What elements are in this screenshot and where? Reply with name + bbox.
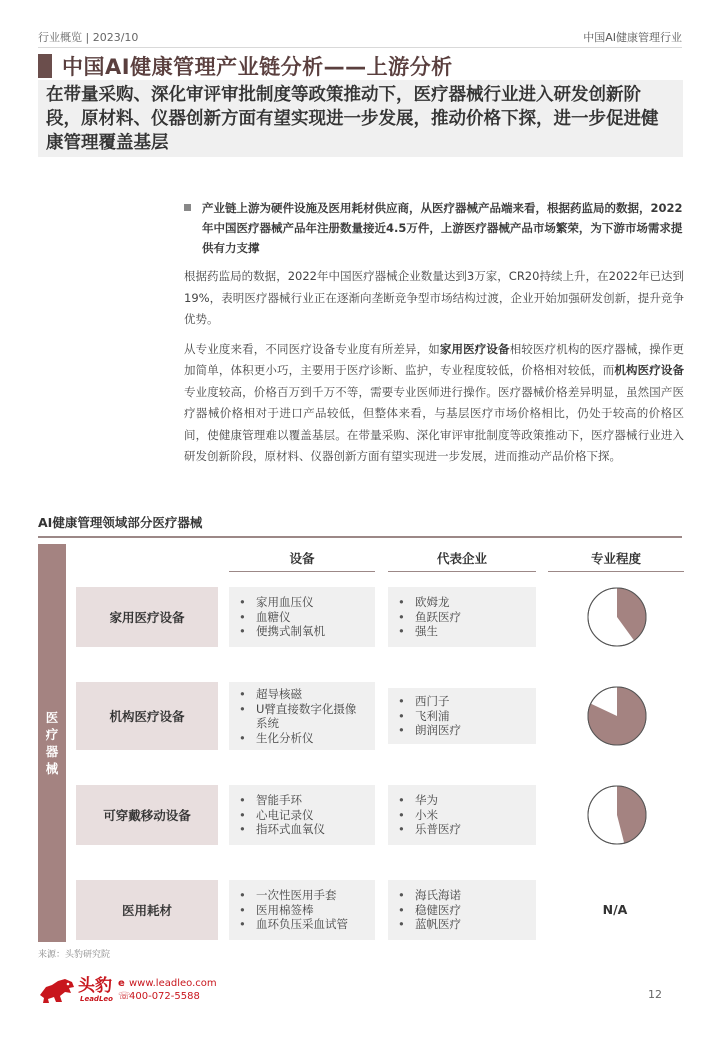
row-category-institution: 机构医疗设备 — [76, 682, 218, 750]
list-item: • 血环负压采血试管 — [239, 917, 348, 932]
column-header-device: 设备 — [289, 551, 315, 566]
website-link[interactable]: www.leadleo.com — [129, 978, 217, 989]
paragraph-2: 从专业度来看，不同医疗设备专业度有所差异，如家用医疗设备相较医疗机构的医疗器械，操作更加简单，体积更小巧，主要用于医疗诊断、监护，专业程度较低，价格相对较低，而机构医疗设备专业度较高，价格百万到千万不等，需要专业医师进行操作。医疗器械价格差异明显，虽然国产医疗器械价格相对于进口产品较低，但整体来看，与基层医疗市场价格相比，仍处于较高的价格区间，使健康管理难以覆盖基层。在带量采购、深化审评审批制度等政策推动下，医疗器械行业进入研发创新阶段，原材料、仪器创新方面有望实现进一步发展，进而推动产品价格下探。 — [184, 341, 685, 463]
list-item: • 鱼跃医疗 — [398, 610, 461, 625]
list-item: • 生化分析仪 — [239, 731, 365, 746]
row-companies-consumables — [388, 880, 536, 940]
level-pie-home — [586, 586, 648, 648]
list-item: • 智能手环 — [239, 793, 325, 808]
page-subtitle: 在带量采购、深化审评审批制度等政策推动下，医疗器械行业进入研发创新阶段，原材料、仪器创新方面有望实现进一步发展，推动价格下探，进一步促进健康管理覆盖基层 — [46, 85, 659, 153]
key-point — [184, 198, 684, 258]
phone-number: 400-072-5588 — [129, 991, 200, 1002]
list-item: • 小米 — [398, 808, 461, 823]
row-category-wearable: 可穿戴移动设备 — [76, 785, 218, 845]
list-item: • 海氏海诺 — [398, 888, 461, 903]
row-devices-consumables — [229, 880, 375, 940]
list-item: • 家用血压仪 — [239, 595, 325, 610]
column-rule-company — [388, 571, 536, 572]
column-rule-device — [229, 571, 375, 572]
list-item: • 朗润医疗 — [398, 723, 461, 738]
logo-text-cn: 头豹 — [78, 976, 112, 996]
row-category-home: 家用医疗设备 — [76, 587, 218, 647]
web-icon: e — [118, 978, 125, 989]
table-side-label: 医疗器械 — [45, 710, 59, 776]
row-companies-wearable — [388, 785, 536, 845]
leopard-logo-icon — [38, 975, 76, 1005]
row-companies-institution — [388, 688, 536, 744]
list-item: • 心电记录仪 — [239, 808, 325, 823]
table-section-title: AI健康管理领域部分医疗器械 — [38, 515, 203, 530]
row-devices-wearable — [229, 785, 375, 845]
list-item: • 乐普医疗 — [398, 822, 461, 837]
list-item: • 便携式制氧机 — [239, 624, 325, 639]
list-item: • 稳健医疗 — [398, 903, 461, 918]
list-item: • 医用棉签棒 — [239, 903, 348, 918]
row-companies-home — [388, 587, 536, 647]
title-accent-bar — [38, 54, 52, 78]
bold-institution-device: 机构医疗设备 — [614, 363, 684, 377]
list-item: • 强生 — [398, 624, 461, 639]
list-item: • 超导核磁 — [239, 687, 365, 702]
table-section-divider — [38, 536, 682, 538]
list-item: • U臂直接数字化摄像系统 — [239, 702, 365, 731]
source-note: 来源：头豹研究院 — [38, 950, 111, 960]
table-side-bar — [38, 544, 66, 942]
page-title: 中国AI健康管理产业链分析——上游分析 — [62, 55, 453, 79]
list-item: • 飞利浦 — [398, 709, 461, 724]
level-na: N/A — [602, 902, 628, 917]
list-item: • 一次性医用手套 — [239, 888, 348, 903]
title-block — [38, 52, 453, 80]
column-header-level: 专业程度 — [590, 551, 641, 566]
list-item: • 血糖仪 — [239, 610, 325, 625]
bold-home-device: 家用医疗设备 — [439, 341, 510, 356]
row-category-consumables: 医用耗材 — [76, 880, 218, 940]
level-pie-wearable — [586, 784, 648, 846]
list-item: • 欧姆龙 — [398, 595, 461, 610]
phone-icon: ☏ — [118, 991, 131, 1002]
column-rule-level — [548, 571, 684, 572]
subtitle-box — [38, 80, 683, 157]
list-item: • 华为 — [398, 793, 461, 808]
list-item: • 指环式血氧仪 — [239, 822, 325, 837]
paragraph-1: 根据药监局的数据，2022年中国医疗器械企业数量达到3万家，CR20持续上升，在2022年已达到19%，表明医疗器械行业正在逐渐向垄断竞争型市场结构过渡，企业开始加强研发创新，提升竞争优势。 — [184, 269, 684, 326]
list-item: • 西门子 — [398, 694, 461, 709]
column-header-company: 代表企业 — [436, 551, 487, 566]
header-divider — [38, 47, 682, 48]
brand-logo — [38, 975, 113, 1005]
main-text — [184, 198, 684, 468]
row-devices-home — [229, 587, 375, 647]
logo-text-en: LeadLeo — [80, 995, 113, 1003]
header-breadcrumb: 行业概览 | 2023/10 — [38, 31, 139, 44]
header-industry: 中国AI健康管理行业 — [583, 31, 682, 44]
page-number: 12 — [648, 988, 662, 1001]
row-devices-institution — [229, 682, 375, 750]
list-item: • 蓝帆医疗 — [398, 917, 461, 932]
contact-info — [118, 977, 217, 1003]
key-point-text: 产业链上游为硬件设施及医用耗材供应商，从医疗器械产品端来看，根据药监局的数据，2022年中国医疗器械产品年注册数量接近4.5万件，上游医疗器械产品市场繁荣，为下游市场需求提供有力支撑 — [202, 201, 683, 255]
level-pie-institution — [586, 685, 648, 747]
bullet-square-icon — [184, 204, 191, 211]
